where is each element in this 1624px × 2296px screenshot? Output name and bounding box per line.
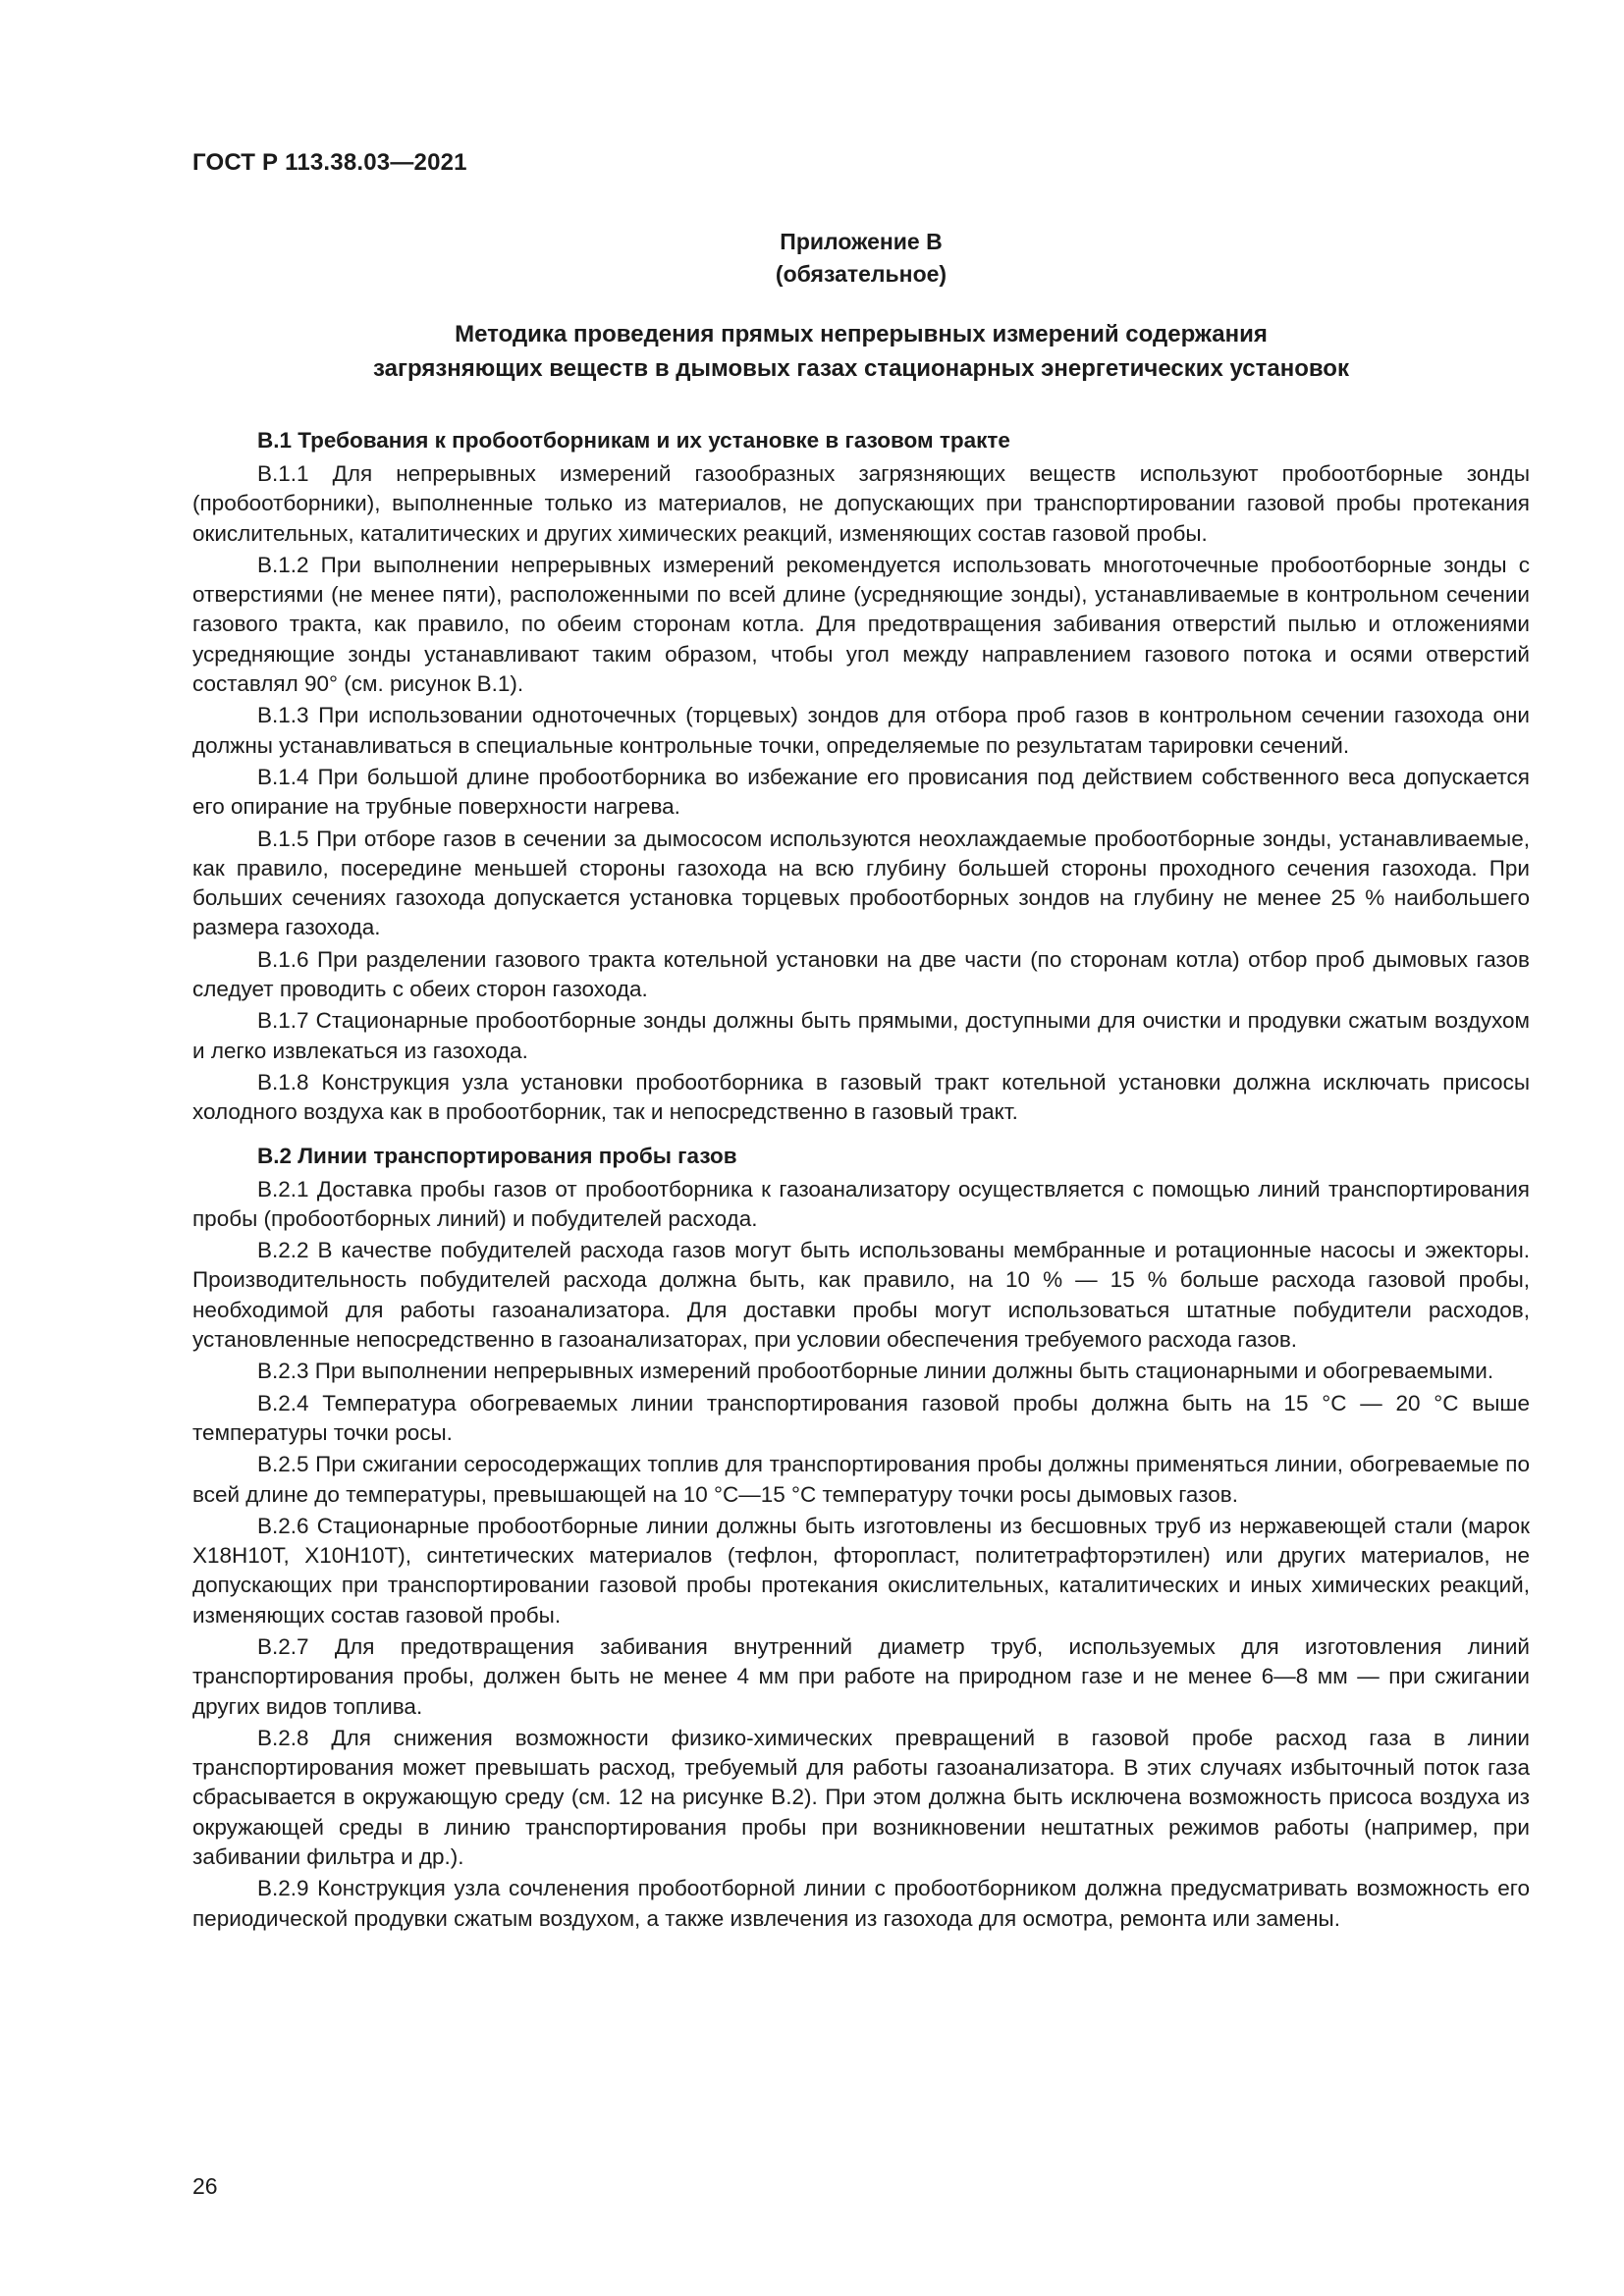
paragraph: В.1.7 Стационарные пробоотборные зонды должны быть прямыми, доступными для очистки и продувки сжатым воздухом и легко извлекаться из газохода. — [192, 1008, 1530, 1063]
paragraph: В.2.6 Стационарные пробоотборные линии должны быть изготовлены из бесшовных труб из нержавеющей стали (марок Х18Н10Т, Х10Н10Т), синтетических материалов (тефлон, фторопласт, политетрафторэтилен) или других материалов, не допускающих при транспортировании газовой пробы протекания окислительных, каталитических и иных химических реакций, изменяющих состав газовой пробы. — [192, 1513, 1530, 1628]
paragraph: В.1.1 Для непрерывных измерений газообразных загрязняющих веществ используют пробоотборные зонды (пробоотборники), выполненные только из материалов, не допускающих при транспортировании газовой пробы протекания окислительных, каталитических и других химических реакций, изменяющих состав газовой пробы. — [192, 461, 1530, 546]
document-body — [192, 426, 1530, 1936]
section-heading: В.1 Требования к пробоотборникам и их установке в газовом тракте — [257, 428, 1010, 453]
paragraph: В.1.2 При выполнении непрерывных измерений рекомендуется использовать многоточечные пробоотборные зонды с отверстиями (не менее пяти), расположенными по всей длине (усредняющие зонды), устанавливаемые в контрольном сечении газового тракта, как правило, по обеим сторонам котла. Для предотвращения забивания отверстий пылью и отложениями усредняющие зонды устанавливают таким образом, чтобы угол между направлением газового потока и осями отверстий составлял 90° (см. рисунок В.1). — [192, 552, 1530, 697]
paragraph: В.2.1 Доставка пробы газов от пробоотборника к газоанализатору осуществляется с помощью линий транспортирования пробы (пробоотборных линий) и побудителей расхода. — [192, 1176, 1530, 1231]
paragraph: В.2.7 Для предотвращения забивания внутренний диаметр труб, используемых для изготовления линий транспортирования пробы, должен быть не менее 4 мм при работе на природном газе и не менее 6—8 мм — при сжигании других видов топлива. — [192, 1633, 1530, 1719]
paragraph: В.2.4 Температура обогреваемых линии транспортирования газовой пробы должна быть на 15 °С — 20 °С выше температуры точки росы. — [192, 1390, 1530, 1445]
paragraph: В.2.3 При выполнении непрерывных измерений пробоотборные линии должны быть стационарными и обогреваемыми. — [257, 1359, 1494, 1384]
document-code: ГОСТ Р 113.38.03—2021 — [192, 149, 467, 176]
paragraph: В.2.2 В качестве побудителей расхода газов могут быть использованы мембранные и ротационные насосы и эжекторы. Производительность побудителей расхода должна быть, как правило, на 10 % — 15 % больше расхода газовой пробы, необходимой для работы газоанализатора. Для доставки пробы могут использоваться штатные побудители расходов, установленные непосредственно в газоанализаторах, при условии обеспечения требуемого расхода газов. — [192, 1238, 1530, 1353]
annex-label: Приложение В — [780, 229, 943, 254]
annex-title — [192, 317, 1530, 386]
page-number: 26 — [192, 2173, 218, 2199]
annex-heading — [192, 226, 1530, 291]
section-heading: В.2 Линии транспортирования пробы газов — [257, 1143, 737, 1168]
paragraph: В.2.5 При сжигании серосодержащих топлив для транспортирования пробы должны применяться линии, обогреваемые по всей длине до температуры, превышающей на 10 °С—15 °С температуру точки росы дымовых газов. — [192, 1452, 1530, 1507]
annex-status: (обязательное) — [775, 261, 947, 287]
paragraph: В.1.8 Конструкция узла установки пробоотборника в газовый тракт котельной установки должна исключать присосы холодного воздуха как в пробоотборник, так и непосредственно в газовый тракт. — [192, 1069, 1530, 1125]
paragraph: В.1.5 При отборе газов в сечении за дымососом используются неохлаждаемые пробоотборные зонды, устанавливаемые, как правило, посередине меньшей стороны газохода на всю глубину большей стороны проходного сечения газохода. При больших сечениях газохода допускается установка торцевых пробоотборных зондов на глубину не менее 25 % наибольшего размера газохода. — [192, 826, 1530, 940]
paragraph: В.2.8 Для снижения возможности физико-химических превращений в газовой пробе расход газа в линии транспортирования может превышать расход, требуемый для работы газоанализатора. В этих случаях избыточный поток газа сбрасывается в окружающую среду (см. 12 на рисунке В.2). При этом должна быть исключена возможность присоса воздуха из окружающей среды в линию транспортирования пробы при возникновении нештатных режимов работы (например, при забивании фильтра и др.). — [192, 1725, 1530, 1870]
paragraph: В.1.4 При большой длине пробоотборника во избежание его провисания под действием собственного веса допускается его опирание на трубные поверхности нагрева. — [192, 764, 1530, 820]
paragraph: В.2.9 Конструкция узла сочленения пробоотборной линии с пробоотборником должна предусматривать возможность его периодической продувки сжатым воздухом, а также извлечения из газохода для осмотра, ремонта или замены. — [192, 1876, 1530, 1931]
title-line: Методика проведения прямых непрерывных измерений содержания — [455, 321, 1268, 347]
paragraph: В.1.6 При разделении газового тракта котельной установки на две части (по сторонам котла) отбор проб дымовых газов следует проводить с обеих сторон газохода. — [192, 946, 1530, 1002]
title-line: загрязняющих веществ в дымовых газах стационарных энергетических установок — [373, 355, 1349, 382]
paragraph: В.1.3 При использовании одноточечных (торцевых) зондов для отбора проб газов в контрольном сечении газохода они должны устанавливаться в специальные контрольные точки, определяемые по результатам тарировки сечений. — [192, 703, 1530, 758]
